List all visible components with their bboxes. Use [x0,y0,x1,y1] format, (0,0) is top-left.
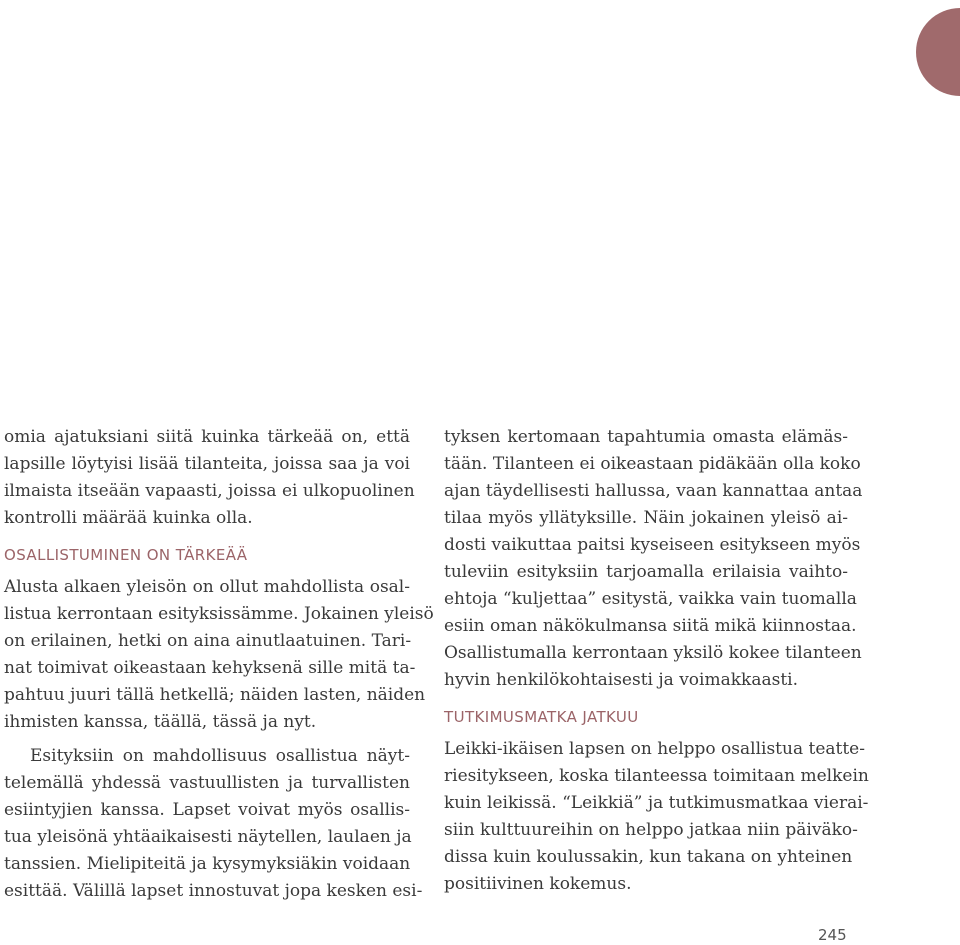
text-line: listua kerrontaan esityksissämme. Jokainen yleisö [4,604,434,624]
text-line: ilmaista itseään vapaasti, joissa ei ulkopuolinen [4,481,415,501]
left-paragraph-3 [4,743,423,905]
section-heading-tutkimusmatka: TUTKIMUSMATKA JATKUU [444,708,639,726]
text-line: tuleviin esityksiin tarjoamalla erilaisia vaihto- [444,562,848,582]
text-line: lapsille löytyisi lisää tilanteita, joissa saa ja voi [4,454,410,474]
right-paragraph-1 [444,424,863,694]
text-line: esittää. Välillä lapset innostuvat jopa kesken esi- [4,881,423,901]
text-line: kontrolli määrää kuinka olla. [4,508,253,528]
corner-accent-circle [916,8,960,96]
right-column [444,424,869,898]
left-paragraph-1 [4,424,415,532]
right-paragraph-2 [444,736,869,898]
text-line: hyvin henkilökohtaisesti ja voimakkaasti. [444,670,798,690]
text-line: tyksen kertomaan tapahtumia omasta elämäs- [444,427,848,447]
text-line: positiivinen kokemus. [444,874,632,894]
text-line: tilaa myös yllätyksille. Näin jokainen yleisö ai- [444,508,848,528]
text-line: Alusta alkaen yleisön on ollut mahdollista osal- [4,577,410,597]
text-line: esiintyjien kanssa. Lapset voivat myös osallis- [4,800,410,820]
text-line: dosti vaikuttaa paitsi kyseiseen esitykseen myös [444,535,861,555]
text-line: on erilainen, hetki on aina ainutlaatuinen. Tari- [4,631,412,651]
text-line: kuin leikissä. “Leikkiä” ja tutkimusmatkaa vierai- [444,793,869,813]
text-line: dissa kuin koulussakin, kun takana on yhteinen [444,847,853,867]
left-paragraph-2 [4,574,434,736]
text-line: siin kulttuureihin on helppo jatkaa niin päiväko- [444,820,858,840]
text-line: Osallistumalla kerrontaan yksilö kokee tilanteen [444,643,862,663]
text-line: pahtuu juuri tällä hetkellä; näiden lasten, näiden [4,685,426,705]
text-line: tään. Tilanteen ei oikeastaan pidäkään olla koko [444,454,861,474]
text-line: Esityksiin on mahdollisuus osallistua näyt- [30,746,410,766]
text-line: ehtoja “kuljettaa” esitystä, vaikka vain tuomalla [444,589,857,609]
text-line: ajan täydellisesti hallussa, vaan kannattaa antaa [444,481,863,501]
text-line: Leikki-ikäisen lapsen on helppo osallistua teatte- [444,739,865,759]
text-line: tanssien. Mielipiteitä ja kysymyksiäkin voidaan [4,854,411,874]
text-line: omia ajatuksiani siitä kuinka tärkeää on, että [4,427,410,447]
text-line: nat toimivat oikeastaan kehyksenä sille mitä ta- [4,658,416,678]
page-number: 245 [818,926,847,944]
text-line: telemällä yhdessä vastuullisten ja turvallisten [4,773,410,793]
section-heading-osallistuminen: OSALLISTUMINEN ON TÄRKEÄÄ [4,546,248,564]
text-line: riesitykseen, koska tilanteessa toimitaan melkein [444,766,869,786]
text-line: esiin oman näkökulmansa siitä mikä kiinnostaa. [444,616,857,636]
text-line: tua yleisönä yhtäaikaisesti näytellen, laulaen ja [4,827,412,847]
left-column [4,424,434,905]
text-line: ihmisten kanssa, täällä, tässä ja nyt. [4,712,317,732]
